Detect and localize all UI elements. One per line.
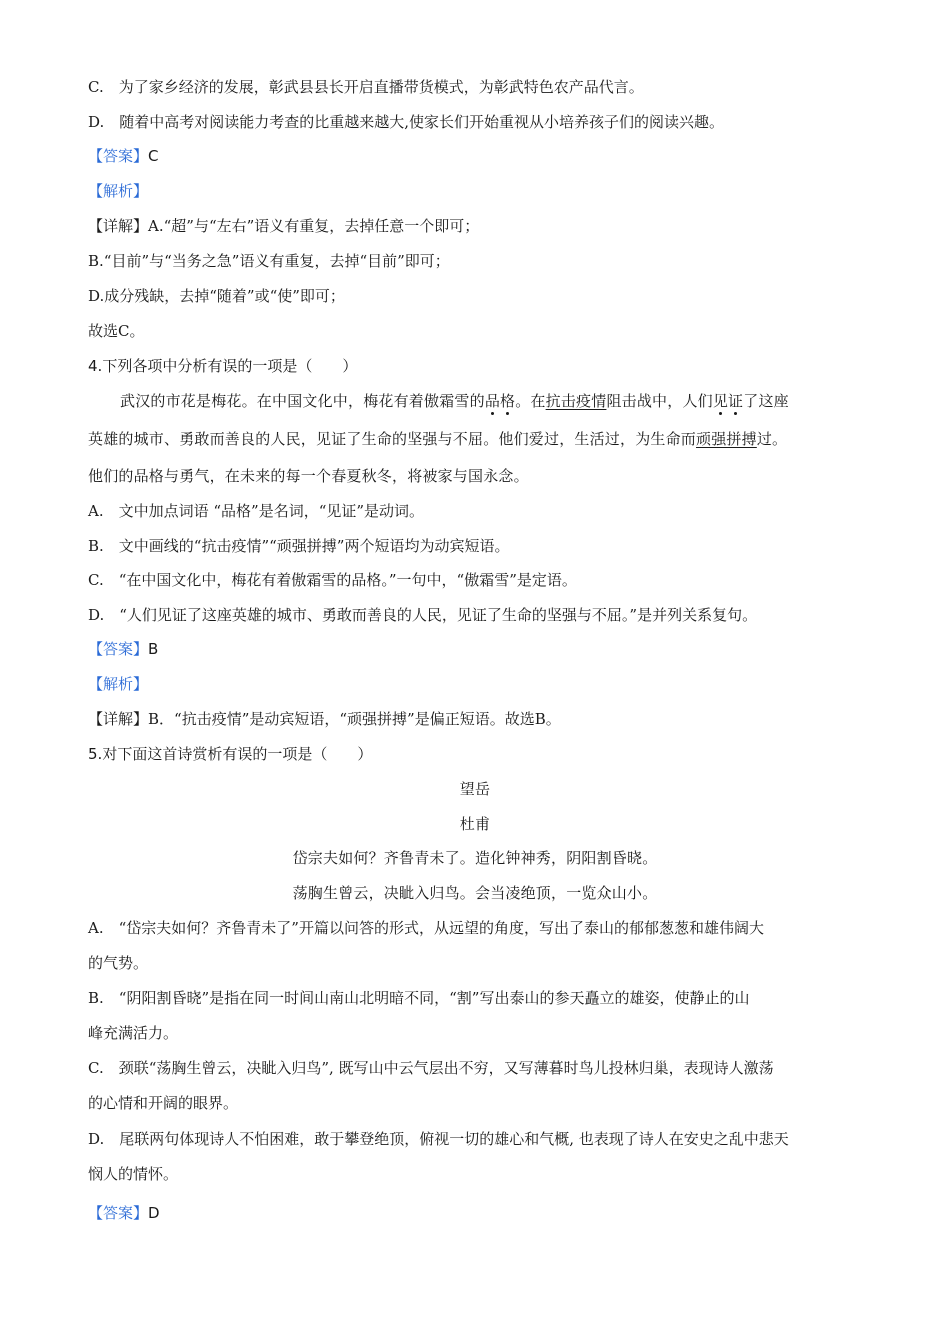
- q4-option-a: A. 文中加点词语 “品格”是名词，“见证”是动词。: [88, 502, 425, 520]
- underlined-phrase: 顽强拼搏: [696, 430, 757, 448]
- q4-option-b: B. 文中画线的“抗击疫情”“顽强拼搏”两个短语均为动宾短语。: [88, 537, 510, 555]
- q3-answer-value: C: [148, 147, 159, 165]
- q5-stem: [88, 743, 863, 765]
- passage-text: 过。: [756, 430, 788, 448]
- dotted-char: 品: [484, 392, 501, 410]
- q5-option-c-line-1: C. 颈联“荡胸生曾云，决眦入归鸟”, 既写山中云气层出不穷，又写薄暮时鸟儿投林归巢，表现诗人激荡: [88, 1059, 774, 1077]
- q5-option-a-line-1: A. “岱宗夫如何？齐鲁青未了”开篇以问答的形式，从远望的角度，写出了泰山的郁郁葱葱和雄伟阔大: [88, 919, 764, 937]
- q3-detail-a: [88, 215, 863, 237]
- q3-option-c: C. 为了家乡经济的发展，彰武县县长开启直播带货模式，为彰武特色农产品代言。: [88, 78, 644, 96]
- q4-answer-value: B: [148, 640, 159, 658]
- q5-answer-line: [88, 1202, 863, 1224]
- answer-tag: 【答案】: [88, 640, 149, 658]
- answer-tag: 【答案】: [88, 1204, 149, 1222]
- poem-line-1: 岱宗夫如何？齐鲁青未了。造化钟神秀，阴阳割昏晓。: [292, 849, 658, 867]
- q4-analysis-line: [88, 673, 863, 695]
- q4-number: 4.: [88, 357, 103, 375]
- answer-tag: 【答案】: [88, 147, 149, 165]
- q5-stem-text: 对下面这首诗赏析有误的一项是（ ）: [102, 745, 373, 763]
- q4-option-d: D. “人们见证了这座英雄的城市、勇敢而善良的人民，见证了生命的坚强与不屈。”是并列关系复句。: [88, 606, 758, 624]
- q3-conclusion: 故选C。: [88, 322, 145, 340]
- q4-passage-line-1: [120, 390, 865, 412]
- q3-detail-d: D.成分残缺，去掉“随着”或“使”即可；: [88, 287, 345, 305]
- passage-text: 了这座: [743, 392, 789, 410]
- poem-line-2: 荡胸生曾云，决眦入归鸟。会当凌绝顶，一览众山小。: [292, 884, 658, 902]
- q5-option-d-line-2: 悯人的情怀。: [88, 1165, 179, 1183]
- q4-option-c: C. “在中国文化中，梅花有着傲霜雪的品格。”一句中，“傲霜雪”是定语。: [88, 571, 577, 589]
- dotted-char: 格: [500, 392, 516, 410]
- q5-option-d-line-1: D. 尾联两句体现诗人不怕困难，敢于攀登绝顶，俯视一切的雄心和气概, 也表现了诗人在安史之乱中悲天: [88, 1130, 789, 1148]
- q4-passage-line-3: 他们的品格与勇气，在未来的每一个春夏秋冬，将被家与国永念。: [88, 467, 529, 485]
- dotted-char: 证: [728, 392, 744, 410]
- passage-text: 。在: [515, 392, 546, 410]
- dotted-char: 见: [712, 392, 729, 410]
- passage-text: 阻击战中，人们: [606, 392, 713, 410]
- detail-tag: 【详解】: [88, 217, 149, 235]
- q4-detail: [88, 708, 863, 730]
- q4-detail-text: B．“抗击疫情”是动宾短语，“顽强拼搏”是偏正短语。故选B。: [148, 710, 561, 728]
- q3-analysis-line: [88, 180, 863, 202]
- poem-title: 望岳: [459, 780, 491, 798]
- q5-number: 5.: [88, 745, 103, 763]
- q5-option-b-line-2: 峰充满活力。: [88, 1024, 179, 1042]
- detail-tag: 【详解】: [88, 710, 149, 728]
- q5-option-c-line-2: 的心情和开阔的眼界。: [88, 1094, 239, 1112]
- passage-text: 英雄的城市、勇敢而善良的人民，见证了生命的坚强与不屈。他们爱过，生活过，为生命而: [88, 430, 697, 448]
- q3-option-d: D. 随着中高考对阅读能力考查的比重越来越大,使家长们开始重视从小培养孩子们的阅读兴趣。: [88, 113, 725, 131]
- poem-author: 杜甫: [459, 815, 491, 833]
- passage-text: 武汉的市花是梅花。在中国文化中，梅花有着傲霜雪的: [120, 392, 485, 410]
- analysis-tag: 【解析】: [88, 182, 149, 200]
- q5-option-b-line-1: B. “阴阳割昏晓”是指在同一时间山南山北明暗不同，“割”写出泰山的参天矗立的雄姿，使静止的山: [88, 989, 750, 1007]
- analysis-tag: 【解析】: [88, 675, 149, 693]
- q3-detail-a-text: A.“超”与“左右”语义有重复，去掉任意一个即可；: [148, 217, 480, 235]
- q4-answer-line: [88, 638, 863, 660]
- q4-stem-text: 下列各项中分析有误的一项是（ ）: [102, 357, 358, 375]
- q3-answer-line: [88, 145, 863, 167]
- q4-stem: [88, 355, 863, 377]
- q5-option-a-line-2: 的气势。: [88, 954, 149, 972]
- q4-passage-line-2: [88, 428, 863, 450]
- q5-answer-value: D: [148, 1204, 160, 1222]
- underlined-phrase: 抗击疫情: [545, 392, 607, 410]
- q3-detail-b: B.“目前”与“当务之急”语义有重复，去掉“目前”即可；: [88, 252, 450, 270]
